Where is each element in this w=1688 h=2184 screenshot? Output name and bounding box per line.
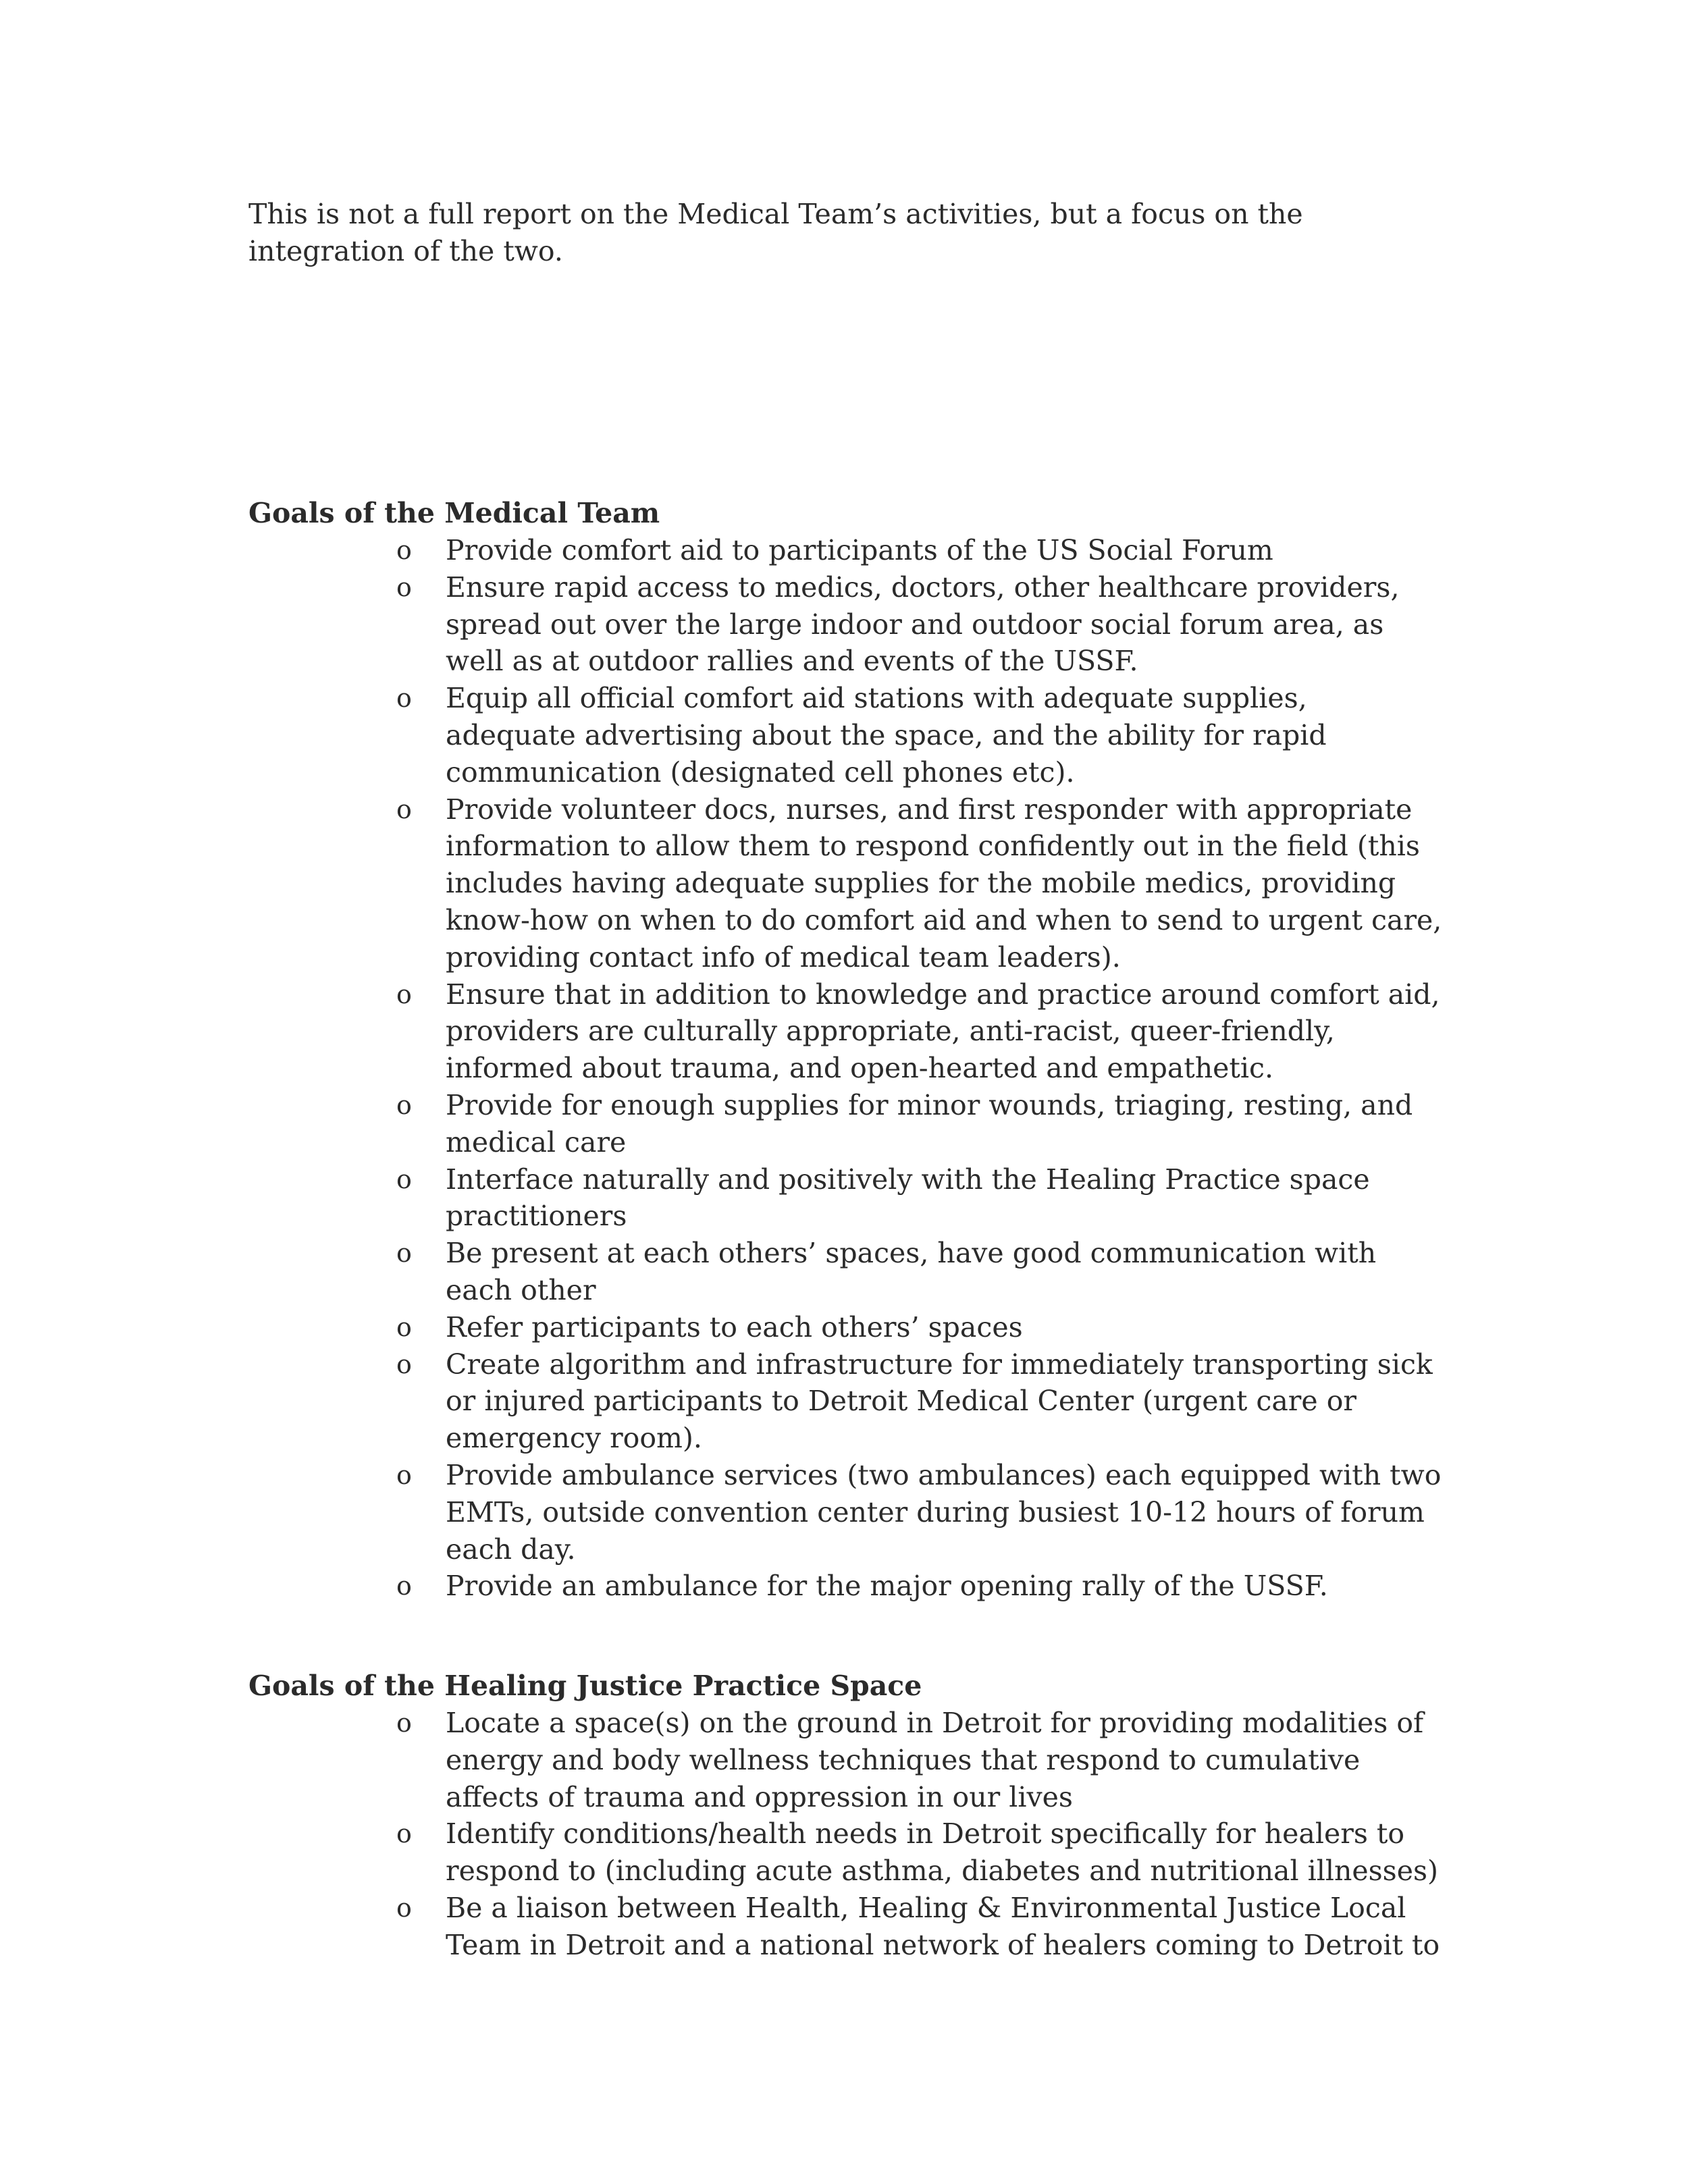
intro-paragraph: This is not a full report on the Medical Team’s activities, but a focus on the integration of the two. bbox=[248, 198, 1303, 267]
list-item-text: Provide comfort aid to participants of the US Social Forum bbox=[446, 534, 1273, 566]
list-item-text: Provide volunteer docs, nurses, and first responder with appropriate information to allow them to respond confidently out in the field (this includes having adequate supplies for the mobile medics, providing know-how on when to do comfort aid and when to send to urgent care, providing contact info of medical team leaders). bbox=[446, 793, 1442, 974]
bullet-icon: o bbox=[396, 1460, 412, 1490]
list-item-text: Identify conditions/health needs in Detroit specifically for healers to respond to (including acute asthma, diabetes and nutritional illnesses) bbox=[446, 1817, 1438, 1888]
bullet-icon: o bbox=[396, 1238, 412, 1269]
bullet-icon: o bbox=[396, 572, 412, 602]
list-item-text: Interface naturally and positively with the Healing Practice space practitioners bbox=[446, 1163, 1370, 1233]
list-item bbox=[248, 1235, 1445, 1309]
goal-list bbox=[248, 1705, 1464, 1964]
list-item bbox=[248, 1457, 1445, 1568]
list-item bbox=[248, 1309, 1445, 1346]
bullet-icon: o bbox=[396, 535, 412, 565]
bullet-icon: o bbox=[396, 1708, 412, 1738]
bullet-icon: o bbox=[396, 794, 412, 824]
list-item bbox=[248, 976, 1445, 1087]
list-item bbox=[248, 791, 1445, 976]
bullet-icon: o bbox=[396, 1312, 412, 1342]
list-item bbox=[248, 680, 1445, 791]
section-heading: Goals of the Medical Team bbox=[248, 497, 660, 529]
list-item-text: Equip all official comfort aid stations with adequate supplies, adequate advertising about the space, and the ability for rapid communication (designated cell phones etc). bbox=[446, 682, 1327, 789]
medical-team-goals-section bbox=[248, 495, 1464, 1605]
list-item-text: Provide an ambulance for the major opening rally of the USSF. bbox=[446, 1570, 1328, 1603]
list-item bbox=[248, 1087, 1445, 1161]
bullet-icon: o bbox=[396, 683, 412, 714]
list-item-text: Be present at each others’ spaces, have good communication with each other bbox=[446, 1237, 1377, 1306]
list-item-text: Locate a space(s) on the ground in Detroit for providing modalities of energy and body wellness techniques that respond to cumulative affects of trauma and oppression in our lives bbox=[446, 1707, 1424, 1813]
list-item-text: Provide ambulance services (two ambulances) each equipped with two EMTs, outside convention center during busiest 10-12 hours of forum each day. bbox=[446, 1458, 1442, 1566]
list-item bbox=[248, 569, 1445, 680]
list-item bbox=[248, 1161, 1445, 1235]
bullet-icon: o bbox=[396, 1892, 412, 1923]
section-heading: Goals of the Healing Justice Practice Space bbox=[248, 1670, 922, 1702]
bullet-icon: o bbox=[396, 1571, 412, 1601]
bullet-icon: o bbox=[396, 1164, 412, 1194]
healing-justice-goals-section bbox=[248, 1668, 1464, 1964]
list-item-text: Refer participants to each others’ spaces bbox=[446, 1310, 1023, 1343]
list-item-text: Ensure rapid access to medics, doctors, other healthcare providers, spread out over the large indoor and outdoor social forum area, as well as at outdoor rallies and events of the USSF. bbox=[446, 570, 1400, 678]
bullet-icon: o bbox=[396, 979, 412, 1009]
bullet-icon: o bbox=[396, 1819, 412, 1849]
bullet-icon: o bbox=[396, 1349, 412, 1379]
bullet-icon: o bbox=[396, 1090, 412, 1120]
list-item-text: Ensure that in addition to knowledge and practice around comfort aid, providers are culturally appropriate, anti-racist, queer-friendly, informed about trauma, and open-hearted and empathetic. bbox=[446, 978, 1440, 1085]
list-item bbox=[248, 1346, 1445, 1457]
list-item bbox=[248, 1815, 1445, 1890]
goal-list bbox=[248, 532, 1464, 1605]
list-item bbox=[248, 1890, 1445, 1964]
list-item-text: Be a liaison between Health, Healing & Environmental Justice Local Team in Detroit and a national network of healers coming to Detroit to bbox=[446, 1891, 1440, 1961]
list-item bbox=[248, 1705, 1445, 1815]
list-item-text: Create algorithm and infrastructure for immediately transporting sick or injured participants to Detroit Medical Center (urgent care or emergency room). bbox=[446, 1348, 1433, 1455]
list-item bbox=[248, 532, 1445, 569]
list-item-text: Provide for enough supplies for minor wounds, triaging, resting, and medical care bbox=[446, 1088, 1413, 1158]
list-item bbox=[248, 1568, 1445, 1605]
